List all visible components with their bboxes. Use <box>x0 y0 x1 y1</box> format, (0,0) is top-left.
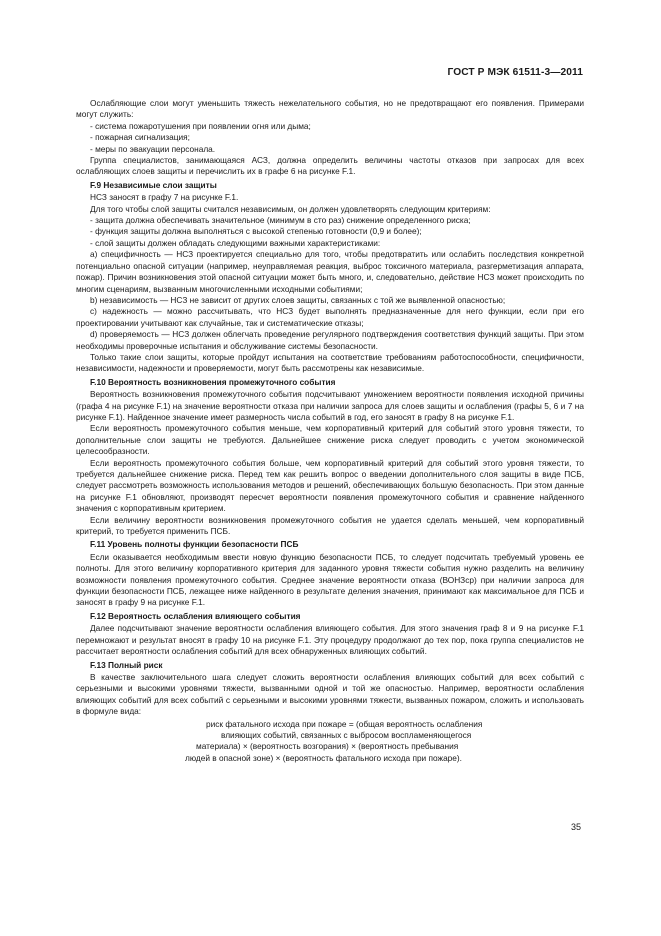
formula-block <box>76 719 584 765</box>
paragraph: с) надежность — можно рассчитывать, что НСЗ будет выполнять предназначенные для него функции, если при его проектировании учитывают как случайные, так и систематические отказы; <box>76 306 584 328</box>
paragraph: - меры по эвакуации персонала. <box>90 143 216 154</box>
formula-line: людей в опасной зоне) × (вероятность фатального исхода при пожаре). <box>185 752 462 763</box>
paragraph: Для того чтобы слой защиты считался независимым, он должен удовлетворять следующим критериям: <box>90 203 491 214</box>
paragraph: b) независимость — НСЗ не зависит от других слоев защиты, связанных с той же выявленной опасностью; <box>90 294 506 305</box>
paragraph: Если величину вероятности возникновения промежуточного события не удается сделать меньшей, чем корпоративный критерий, то требуется применить ПСБ. <box>76 514 584 537</box>
paragraph: - система пожаротушения при появлении огня или дыма; <box>90 120 311 131</box>
paragraph: Только такие слои защиты, которые пройдут испытания на соответствие требованиям работоспособности, специфичности, независимости, надежности и проверяемости, могут быть рассмотрены как независимые. <box>76 351 584 374</box>
formula-line: влияющих событий, связанных с выбросом воспламеняющегося <box>221 729 472 740</box>
paragraph: - защита должна обеспечивать значительное (минимум в сто раз) снижение определенного риска; <box>90 215 471 226</box>
formula-line: материала) × (вероятность возгорания) × (вероятность пребывания <box>196 741 459 752</box>
section-heading: F.9 Независимые слои защиты <box>90 179 217 190</box>
document-header: ГОСТ Р МЭК 61511-3—2011 <box>447 67 583 78</box>
paragraph: Ослабляющие слои могут уменьшить тяжесть нежелательного события, но не предотвращают его появления. Примерами могут служить: <box>76 98 584 120</box>
paragraph: НСЗ заносят в графу 7 на рисунке F.1. <box>90 192 239 203</box>
paragraph: Если вероятность промежуточного события меньше, чем корпоративный критерий для событий этого уровня тяжести, то дополнительные слои защиты не требуются. Дальнейшее снижение риска следует проводить с учетом экономической целесообразности. <box>76 423 584 457</box>
section-heading: F.11 Уровень полноты функции безопасности ПСБ <box>90 539 299 550</box>
section-heading: F.10 Вероятность возникновения промежуточного события <box>90 376 336 387</box>
content-flow <box>76 98 584 718</box>
paragraph: Группа специалистов, занимающаяся АСЗ, должна определить величины частоты отказов при запросах для всех ослабляющих слоев защиты и перечислить их в графе 6 на рисунке F.1. <box>76 155 584 177</box>
paragraph: Далее подсчитывают значение вероятности ослабления влияющего события. Для этого значения граф 8 и 9 на рисунке F.1 перемножают и результат вносят в графу 10 на рисунке F.1. Эту процедуру продолжают до тех пор, пока группа специалистов не рассчитает вероятности ослабления событий для всех обнаруженных влияющих событий. <box>76 623 584 657</box>
paragraph: - пожарная сигнализация; <box>90 132 190 143</box>
paragraph: Если вероятность промежуточного события больше, чем корпоративный критерий для событий этого уровня тяжести, то требуется дальнейшее снижение риска. Перед тем как решить вопрос о введении дополнительного слоя защиты в виде ПСБ, следует рассмотреть возможность использования методов и решений, обеспечивающих большую безопасность. При этом данные на рисунке F.1 обновляют, производят пересчет вероятности появления промежуточного события и сравнение найденного значения с корпоративным критерием. <box>76 457 584 514</box>
paragraph: Если оказывается необходимым ввести новую функцию безопасности ПСБ, то следует подсчитать требуемый уровень ее полноты. Для этого величину корпоративного критерия для заданного уровня тяжести события нужно разделить на величину возможности появления промежуточного события. Среднее значение вероятности отказа (ВОНЗср) при наличии запроса для функции безопасности ПСБ, лежащее ниже найденного в результате деления значения, принимают как максимальное для ПСБ и заносят в графу 9 на рисунке F.1. <box>76 551 584 608</box>
paragraph: - слой защиты должен обладать следующими важными характеристиками: <box>90 237 381 248</box>
paragraph: а) специфичность — НСЗ проектируется специально для того, чтобы предотвратить или ослабить последствия конкретной потенциально опасной ситуации (например, неуправляемая реакция, выброс токсичного материала, разгерметизация аппарата, пожар). Причин возникновения этой опасной ситуации может быть много, и, следовательно, действие НСЗ может происходить по многим сценариям, вызванным многочисленными исходными событиями; <box>76 249 584 294</box>
paragraph: Вероятность возникновения промежуточного события подсчитывают умножением вероятности появления исходной причины (графа 4 на рисунке F.1) на значение вероятности отказа при наличии запроса для слоев защиты и ослабления (графы 5, 6 и 7 на рисунке F.1). Найденное значение имеет размерность числа событий в год, его заносят в графу 8 на рисунке F.1. <box>76 389 584 422</box>
document-body <box>76 98 584 764</box>
section-heading: F.13 Полный риск <box>90 659 163 670</box>
section-heading: F.12 Вероятность ослабления влияющего события <box>90 610 301 621</box>
paragraph: d) проверяемость — НСЗ должен облегчать проведение регулярного подтверждения соответствия функций защиты. При этом необходимы проверочные испытания и обслуживание системы безопасности. <box>76 329 584 351</box>
paragraph: В качестве заключительного шага следует сложить вероятности ослабления влияющих событий для всех событий с серьезными и высокими уровнями тяжести, вызванными одной и той же опасностью. Например, вероятности ослабления влияющих событий для всех событий с серьезными и высокими уровнями тяжести, вызванных пожаром, сложить и использовать в формуле вида: <box>76 671 584 717</box>
paragraph: - функция защиты должна выполняться с высокой степенью готовности (0,9 и более); <box>90 226 422 237</box>
page-number: 35 <box>570 822 581 832</box>
formula-line: риск фатального исхода при пожаре = (общая вероятность ослабления <box>206 718 483 729</box>
